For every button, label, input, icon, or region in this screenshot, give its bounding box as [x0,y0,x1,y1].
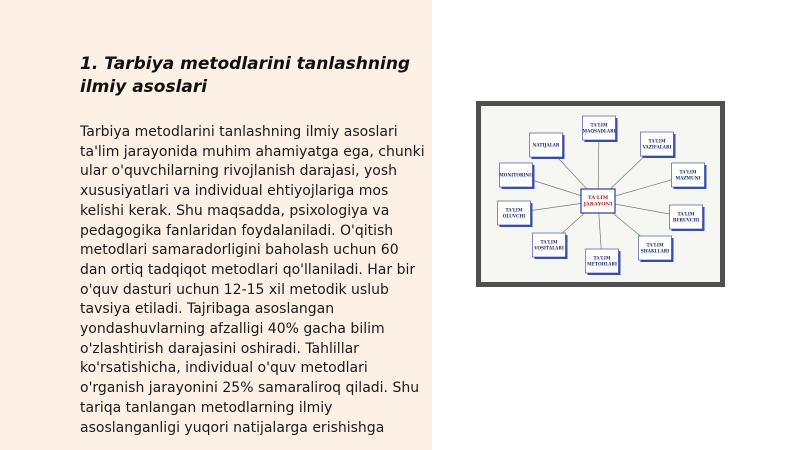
node-label: MONITORING [499,172,533,178]
diagram-canvas [481,106,720,282]
education-process-diagram [476,101,725,287]
node-label: OLUVCHI [502,213,526,219]
node-label: TA'LIM [590,122,608,128]
diagram-node [672,163,707,189]
diagram-node [582,116,617,142]
node-label: TA'LIM [677,211,695,217]
node-label: TA'LIM [505,207,523,213]
title-line-2: ilmiy asoslari [80,77,208,97]
node-label: TA'LIM [679,169,697,175]
body-paragraph: Tarbiya metodlarini tanlashning ilmiy asoslari ta'lim jarayonida muhim ahamiyatga ega, chunki ular o'quvchilarning rivojlanish darajasi, yosh xususiyatlari va individual ehtiyojlariga mos kelishi kerak. Shu maqsadda, psixologiya va pedagogika fanlaridan foydalaniladi. O'qitish metodlari samaradorligini baholash uchun 60 dan ortiq tadqiqot metodlari qo'llaniladi. Har bir o'quv dasturi uchun 12-15 xil metodik uslub tavsiya etiladi. Tajribaga asoslangan yondashuvlarning afzalligi 40% gacha bilim o'zlashtirish darajasini oshiradi. Tahlillar ko'rsatishicha, individual o'quv metodlari o'rganish jarayonini 25% samaraliroq qiladi. Shu tariqa tanlangan metodlarning ilmiy asoslanganligi yuqori natijalarga erishishga [80,124,425,436]
center-label: TA'LIM [587,195,609,201]
node-label: TA'LIM [540,239,558,245]
node-label: METODLARI [587,261,617,267]
diagram-node [530,133,565,159]
node-label: NATIJALAR [532,142,560,148]
node-label: VAZIFALARI [642,144,672,150]
diagram-node [499,163,534,189]
diagram-node [498,201,533,227]
title-line-1: 1. Tarbiya metodlarini tanlashning [80,54,411,74]
diagram-node [670,205,705,231]
node-label: BERUVCHI [672,217,700,223]
center-node [581,189,615,213]
center-label: JARAYONI [583,201,613,208]
diagram-node [533,233,568,259]
page-title [80,53,420,99]
diagram-node [641,132,676,158]
node-label: TA'LIM [593,255,611,261]
node-label: TA'LIM [648,138,666,144]
node-label: MAZMUNI [675,175,701,181]
node-label: VOSITALARI [534,245,564,251]
node-label: SHAKLLARI [640,248,670,254]
node-label: TA'LIM [646,242,664,248]
diagram-node [639,236,674,262]
node-label: MAQSADLARI [582,128,616,134]
diagram-svg [481,106,720,282]
diagram-node [586,249,621,275]
